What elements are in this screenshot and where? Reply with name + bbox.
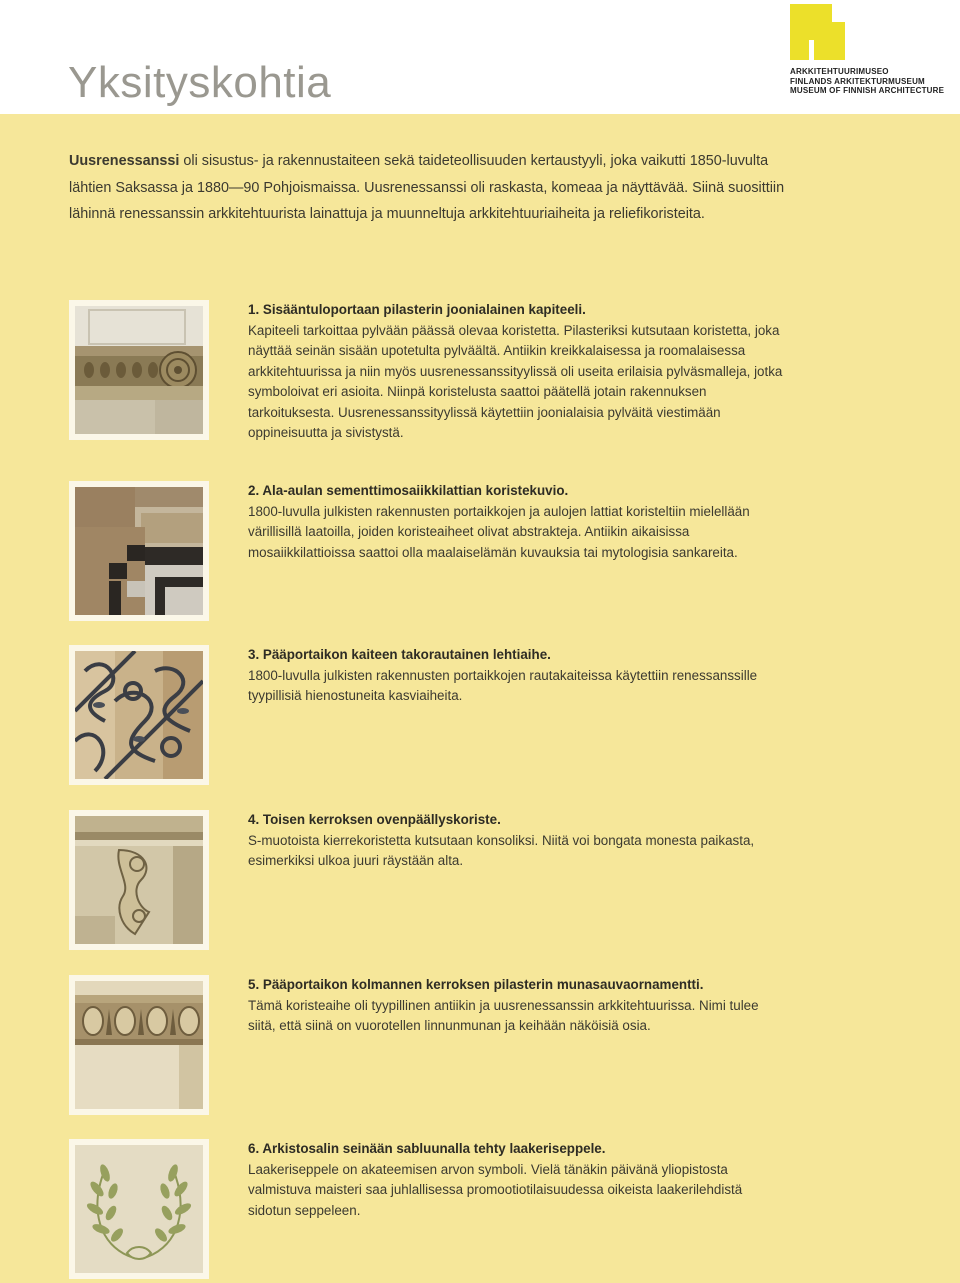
- detail-text: [248, 810, 788, 872]
- detail-heading: 4. Toisen kerroksen ovenpäällyskoriste.: [248, 812, 501, 827]
- detail-heading: 6. Arkistosalin seinään sabluunalla tehty laakeriseppele.: [248, 1141, 606, 1156]
- egg-and-dart-photo: [75, 981, 203, 1109]
- detail-body: Tämä koristeaihe oli tyypillinen antiikin ja uusrenessanssin arkkitehtuurissa. Nimi tulee siitä, että siinä on vuorotellen linnunmunan ja keihään näköisiä osia.: [248, 997, 759, 1033]
- detail-body: S-muotoista kierrekoristetta kutsutaan konsoliksi. Niitä voi bongata monesta paikasta, esimerkiksi ulkoa juuri räystään alta.: [248, 832, 755, 868]
- detail-heading: 1. Sisääntuloportaan pilasterin joonialainen kapiteeli.: [248, 302, 586, 317]
- detail-body: Kapiteeli tarkoittaa pylvään päässä olevaa koristetta. Pilasteriksi kutsutaan koristetta, joka näyttää seinän sisään upotetulta pylväältä. Antiikin kreikkalaisessa ja roomalaisessa arkkitehtuurissa ja niin myös uusrenessanssityylissä oli useita erilaisia pylväsmalleja, jotka symboloivat eri asioita. Niinpä koristelusta saattoi päätellä jotain rakennuksen tarkoituksesta. Uusrenessanssityylissä käytettiin joonialaisia pylväitä viestimään oppineisuutta ja sivistystä.: [248, 322, 783, 440]
- iron-railing-photo: [75, 651, 203, 779]
- mosaic-floor-photo: [75, 487, 203, 615]
- ionic-capital-photo: [75, 306, 203, 434]
- museum-logo-text: [790, 67, 944, 96]
- detail-text: [248, 1139, 788, 1221]
- detail-photo-frame: [69, 1139, 209, 1279]
- detail-heading: 3. Pääportaikon kaiteen takorautainen lehtiaihe.: [248, 647, 551, 662]
- detail-heading: 2. Ala-aulan sementtimosaiikkilattian koristekuvio.: [248, 483, 569, 498]
- detail-text: [248, 481, 788, 563]
- logo-line: ARKKITEHTUURIMUSEO: [790, 67, 889, 76]
- detail-photo-frame: [69, 300, 209, 440]
- detail-body: Laakeriseppele on akateemisen arvon symboli. Vielä tänäkin päivänä yliopistosta valmistuva maisteri saa juhlallisessa promootiotilaisuudessa oikeista laakerilehdistä sidotun seppeleen.: [248, 1161, 743, 1218]
- detail-text: [248, 975, 788, 1037]
- logo-line: FINLANDS ARKITEKTURMUSEUM: [790, 76, 925, 86]
- detail-body: 1800-luvulla julkisten rakennusten portaikkojen rautakaiteissa käytettiin renessanssille tyypillisiä hienostuneita kasviaiheita.: [248, 667, 758, 703]
- detail-text: [248, 300, 788, 444]
- page-title: Yksityskohtia: [68, 58, 332, 107]
- museum-logo-icon: [790, 4, 845, 60]
- detail-body: 1800-luvulla julkisten rakennusten portaikkojen ja aulojen lattiat koristeltiin mielellään värillisillä laatoilla, joiden koristeaiheet olivat abstrakteja. Antiikin aikaisissa mosaiikkilattioissa saattoi olla maalaiselämän kuvauksia tai mytologisia sankareita.: [248, 503, 750, 560]
- detail-photo-frame: [69, 645, 209, 785]
- logo-line: MUSEUM OF FINNISH ARCHITECTURE: [790, 86, 945, 95]
- detail-photo-frame: [69, 481, 209, 621]
- intro-text: [69, 148, 789, 228]
- intro-highlight: Uusrenessanssi: [69, 153, 180, 169]
- intro-body: oli sisustus- ja rakennustaiteen sekä taideteollisuuden kertaustyyli, joka vaikutti 1850-luvulta lähtien Saksassa ja 1880—90 Pohjoismaissa. Uusrenessanssi oli raskasta, komeaa ja näyttävää. Siinä suosittiin lähinnä renessanssin arkkitehtuurista lainattuja ja muunneltuja arkkitehtuuriaiheita ja reliefikoristeita.: [69, 153, 785, 222]
- detail-photo-frame: [69, 810, 209, 950]
- laurel-wreath-photo: [75, 1145, 203, 1273]
- detail-photo-frame: [69, 975, 209, 1115]
- detail-heading: 5. Pääportaikon kolmannen kerroksen pilasterin munasauvaornamentti.: [248, 977, 704, 992]
- detail-text: [248, 645, 788, 707]
- door-console-photo: [75, 816, 203, 944]
- page-header: [0, 0, 960, 114]
